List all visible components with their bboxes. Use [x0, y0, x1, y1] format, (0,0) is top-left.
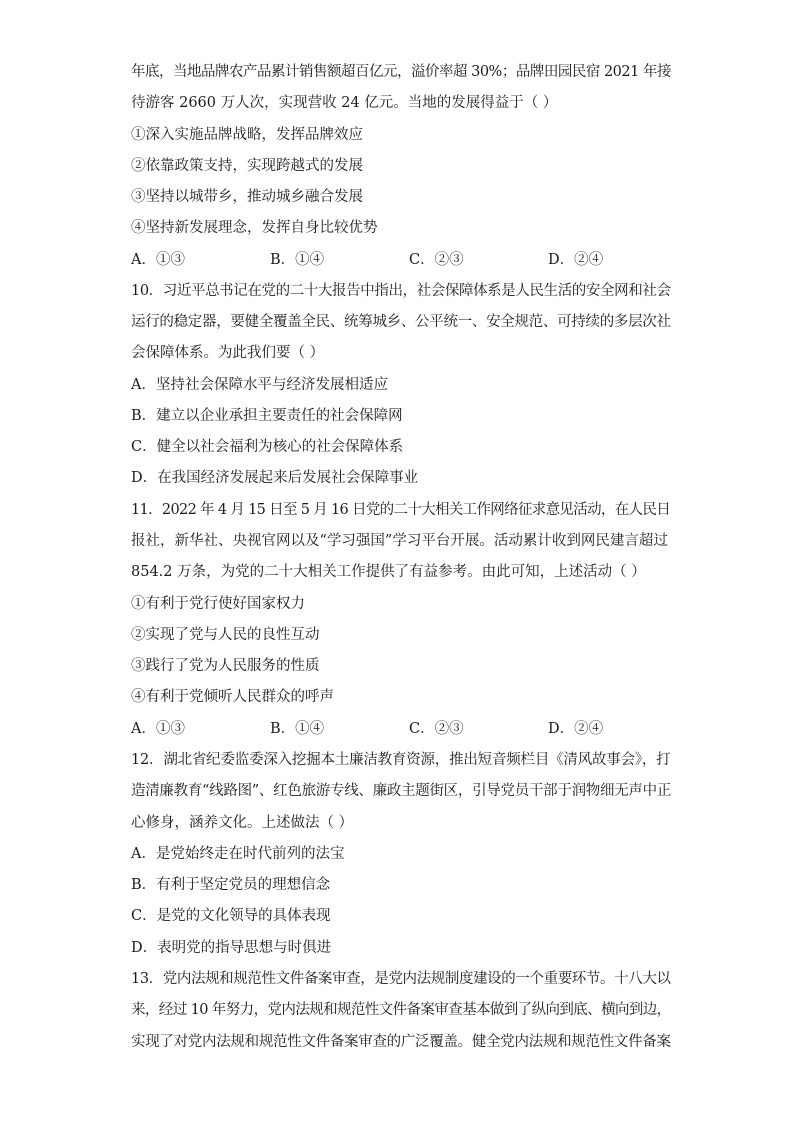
q12-stem-line-2: 造清廉教育“线路图”、红色旅游专线、廉政主题街区，引导党员干部于润物细无声中正: [131, 783, 672, 799]
q13-stem-line-3: 实现了对党内法规和规范性文件备案审查的广泛覆盖。健全党内法规和规范性文件备案: [131, 1034, 671, 1050]
q11-option-a: A．①③: [131, 721, 185, 737]
q11-statement-2: ②实现了党与人民的良性互动: [131, 627, 320, 643]
q9-options: [131, 250, 671, 270]
q10-option-b: B．建立以企业承担主要责任的社会保障网: [131, 408, 403, 424]
q10-stem-line-3: 会保障体系。为此我们要（ ）: [131, 345, 325, 361]
q12-option-a: A．是党始终走在时代前列的法宝: [131, 846, 345, 862]
q11-statement-4: ④有利于党倾听人民群众的呼声: [131, 689, 334, 705]
q10-option-a: A．坚持社会保障水平与经济发展相适应: [131, 377, 388, 393]
q11-stem-line-3: 854.2 万条，为党的二十大相关工作提供了有益参考。由此可知，上述活动（ ）: [131, 564, 646, 580]
q9-statement-4: ④坚持新发展理念，发挥自身比较优势: [131, 220, 378, 236]
q9-statement-1: ①深入实施品牌战略，发挥品牌效应: [131, 127, 363, 143]
q11-options: [131, 719, 671, 739]
q12-stem-line-1: 12．湖北省纪委监委深入挖掘本土廉洁教育资源，推出短音频栏目《清风故事会》，打: [131, 752, 671, 768]
q10-stem-line-1: 10．习近平总书记在党的二十大报告中指出，社会保障体系是人民生活的安全网和社会: [131, 283, 671, 299]
q12-stem-line-3: 心修身，涵养文化。上述做法（ ）: [131, 815, 354, 831]
q9-statement-2: ②依靠政策支持，实现跨越式的发展: [131, 158, 363, 174]
q11-option-d: D．②④: [548, 721, 604, 737]
q12-option-c: C．是党的文化领导的具体表现: [131, 908, 331, 924]
q10-option-d: D．在我国经济发展起来后发展社会保障事业: [131, 470, 419, 486]
q11-statement-1: ①有利于党行使好国家权力: [131, 596, 305, 612]
q12-option-d: D．表明党的指导思想与时俱进: [131, 940, 332, 956]
q12-option-b: B．有利于坚定党员的理想信念: [131, 877, 331, 893]
q9-option-d: D．②④: [548, 252, 604, 268]
q11-stem-line-2: 报社，新华社、央视官网以及“学习强国”学习平台开展。活动累计收到网民建言超过: [131, 533, 668, 549]
q10-stem-line-2: 运行的稳定器，要健全覆盖全民、统筹城乡、公平统一、安全规范、可持续的多层次社: [131, 314, 671, 330]
q9-option-b: B．①④: [270, 252, 325, 268]
q9-stem-line-2: 待游客 2660 万人次，实现营收 24 亿元。当地的发展得益于（ ）: [131, 95, 558, 111]
q9-statement-3: ③坚持以城带乡，推动城乡融合发展: [131, 189, 363, 205]
q13-stem-line-2: 来，经过 10 年努力，党内法规和规范性文件备案审查基本做到了纵向到底、横向到边，: [131, 1002, 671, 1018]
q11-option-b: B．①④: [270, 721, 325, 737]
q9-stem-line-1: 年底，当地品牌农产品累计销售额超百亿元，溢价率超 30%；品牌田园民宿 2021 年接: [131, 64, 671, 80]
q9-option-a: A．①③: [131, 252, 185, 268]
q11-option-c: C．②③: [409, 721, 464, 737]
q13-stem-line-1: 13．党内法规和规范性文件备案审查，是党内法规制度建设的一个重要环节。十八大以: [131, 971, 671, 987]
q9-option-c: C．②③: [409, 252, 464, 268]
q11-stem-line-1: 11．2022 年 4 月 15 日至 5 月 16 日党的二十大相关工作网络征求意见活动，在人民日: [131, 502, 671, 518]
q10-option-c: C．健全以社会福利为核心的社会保障体系: [131, 439, 404, 455]
q11-statement-3: ③践行了党为人民服务的性质: [131, 658, 320, 674]
